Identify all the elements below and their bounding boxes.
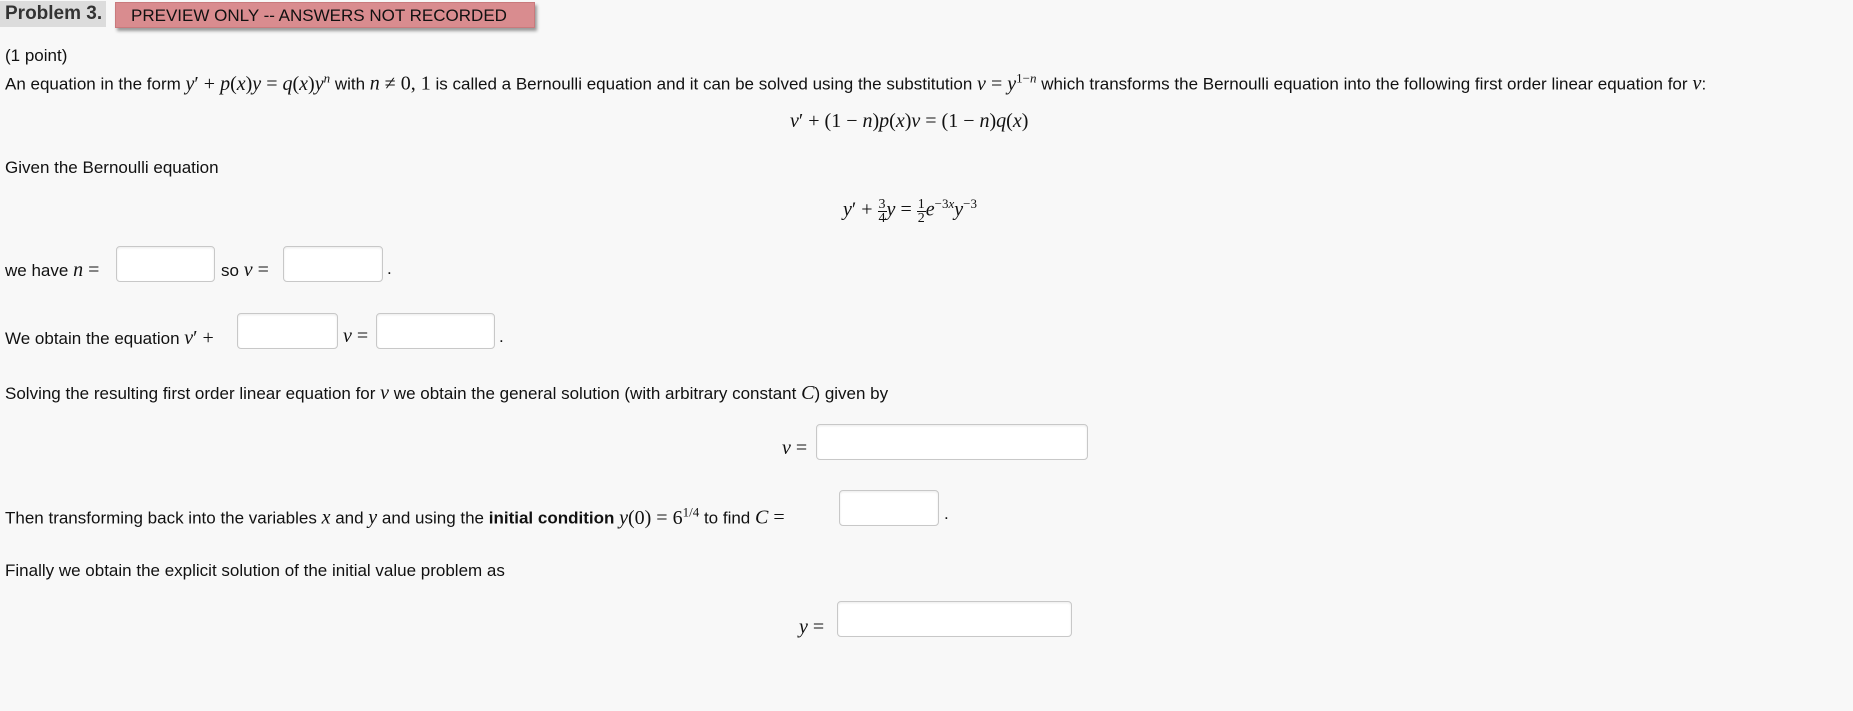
q4-text-a: Then transforming back into the variables — [5, 508, 317, 528]
given-label: Given the Bernoulli equation — [5, 158, 219, 177]
preview-only-badge: PREVIEW ONLY -- ANSWERS NOT RECORDED — [115, 2, 535, 28]
q4-line — [5, 504, 785, 530]
intro-text-5: : — [1701, 74, 1707, 94]
q1-mid: so — [221, 261, 239, 280]
q4-suffix: . — [944, 504, 949, 523]
q1-mid-line — [221, 259, 269, 282]
c-value-input[interactable] — [839, 490, 939, 526]
constant-c: C — [801, 382, 815, 404]
v-equals: v = — [243, 259, 269, 281]
points-label: (1 point) — [5, 46, 68, 65]
coefficient-input[interactable] — [237, 313, 338, 349]
v-prime-plus: v′ + — [184, 327, 214, 349]
rhs-input[interactable] — [376, 313, 495, 349]
v-symbol: v — [1687, 72, 1702, 95]
explicit-solution-input[interactable] — [837, 601, 1072, 637]
bernoulli-general-form: $y' + p(x)y = q(x)y^n$ — [185, 70, 331, 95]
given-equation-display: y′ + $\frac{3}{4}$ y = $\frac{1}{2}$ $e^{-3x}y^{-3}$ — [843, 196, 977, 226]
v-substitution-input[interactable] — [283, 246, 383, 282]
intro-text-3: is called a Bernoulli equation and it can be solved using the substitution — [435, 74, 973, 94]
intro-text-2: with — [334, 74, 366, 94]
q3-text-a: Solving the resulting first order linear equation for — [5, 384, 376, 403]
y-symbol: y — [368, 506, 378, 529]
q1-line — [5, 259, 99, 282]
v-equals-2: v = — [343, 325, 369, 347]
initial-condition-label: initial condition — [488, 508, 615, 528]
general-solution-input[interactable] — [816, 424, 1088, 460]
q4-text-c: to find — [703, 508, 751, 528]
q5-text: Finally we obtain the explicit solution of the initial value problem as — [5, 561, 505, 580]
y-equals: y = — [799, 616, 825, 638]
linear-equation-display: v′ + (1 − n)p(x)v = (1 − n)q(x) — [790, 110, 1029, 132]
q2-suffix: . — [499, 327, 504, 346]
n-condition: n ≠ 0, 1 — [369, 72, 431, 95]
intro-text-1: An equation in the form — [5, 74, 181, 94]
c-equals: C = — [755, 506, 785, 529]
q1-suffix: . — [387, 259, 392, 278]
q3-line — [5, 382, 888, 405]
q4-and: and — [335, 508, 364, 528]
q1-prefix: we have — [5, 261, 69, 280]
q3-text-c: ) given by — [814, 384, 889, 403]
q2-line — [5, 327, 214, 350]
v-equals-3: v = — [782, 437, 808, 459]
q3-text-b: we obtain the general solution (with arbitrary constant — [393, 384, 797, 403]
n-equals: n = — [73, 259, 100, 281]
intro-text-4: which transforms the Bernoulli equation into the following first order linear equation for — [1041, 74, 1688, 94]
intro-paragraph — [5, 70, 1706, 96]
q2-prefix: We obtain the equation — [5, 329, 180, 348]
initial-condition-value: $y(0) = 6^{1/4}$ — [619, 504, 700, 529]
problem-title: Problem 3. — [0, 1, 106, 27]
q4-text-b: and using the — [381, 508, 485, 528]
substitution-formula: $v = y^{1-n}$ — [977, 70, 1037, 95]
x-symbol: x — [321, 506, 331, 529]
v-symbol-2: v — [380, 382, 390, 404]
n-answer-input[interactable] — [116, 246, 215, 282]
